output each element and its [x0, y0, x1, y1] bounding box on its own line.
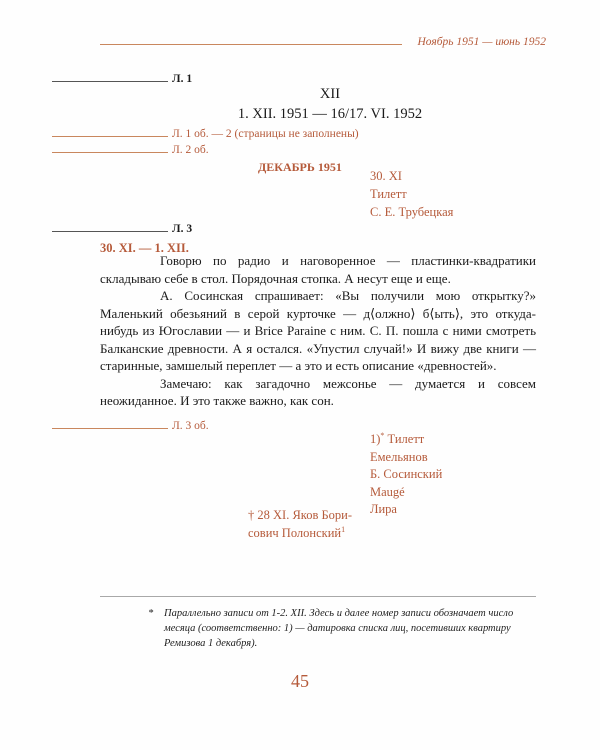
- month-heading: ДЕКАБРЬ 1951: [258, 160, 342, 174]
- page-number: 45: [291, 671, 309, 691]
- sheet-label-1: Л. 1: [172, 73, 193, 85]
- sheet-rule: [52, 136, 168, 137]
- footnote-ref: 1: [341, 524, 346, 534]
- sheet-rule: [52, 152, 168, 153]
- death-note-line: † 28 XI. Яков Бори-: [248, 508, 353, 522]
- visitor-list-2: [370, 431, 442, 519]
- visitor-name: С. Е. Трубецкая: [370, 205, 454, 219]
- visitor-list: [370, 167, 453, 221]
- entry-body: [100, 252, 536, 410]
- visitor-list-number: 1): [370, 432, 381, 446]
- sheet-rule: [52, 81, 168, 82]
- death-note-line: сович Полонский: [248, 525, 342, 540]
- entry-date: 30. XI. — 1. XII.: [100, 241, 189, 255]
- visitor-name: Б. Сосинский: [370, 467, 443, 481]
- footnote-text: Параллельно записи от 1-2. XII. Здесь и далее номер записи обозначает число месяца (соответственно: 1) — датировка списка лиц, посетивших квартиру Ремизова 1 декабря).: [164, 608, 514, 649]
- sheet-label-3ob: Л. 3 об.: [172, 420, 209, 432]
- header-rule: [100, 44, 402, 45]
- sheet-rule: [52, 231, 168, 232]
- footnote-rule: [100, 596, 536, 597]
- sheet-label-2ob: Л. 2 об.: [172, 144, 209, 156]
- sheet-label-1ob: Л. 1 об. — 2 (страницы не заполнены): [172, 128, 359, 140]
- entry-paragraph: Замечаю: как загадочно межсонье — думается и совсем неожиданное. И это также важно, как сон.: [100, 375, 536, 408]
- entry-paragraph: Говорю по радио и наговоренное — пластинки-квадратики складываю себе в стол. Порядочная стопка. А несут еще и еще.: [100, 253, 536, 286]
- footnote-mark: *: [148, 608, 154, 619]
- running-title: Ноябрь 1951 — июнь 1952: [417, 36, 546, 48]
- sheet-rule: [52, 428, 168, 429]
- visitor-name: Maugé: [370, 484, 405, 499]
- visitor-name: Тилетт: [370, 187, 407, 201]
- entry-paragraph: А. Сосинская спрашивает: «Вы получили мою открытку?» Маленький обезьяний в серой курточке — д⟨олжно⟩ б⟨ыть⟩, это откуда-нибудь из Югославии — и Brice Paraine с ним. С. П. пошла с ними смотреть Балканские древности. А я остался. «Упустил случай!» И вижу две книги — старинные, замшелый переплет — а это и есть описание «древностей».: [100, 288, 536, 373]
- visitor-name: Тилетт: [387, 432, 425, 446]
- footnote-star: *: [380, 430, 385, 440]
- visitor-name: Емельянов: [370, 449, 428, 464]
- visitor-list-date: 30. XI: [370, 169, 402, 183]
- chapter-dates: 1. XII. 1951 — 16/17. VI. 1952: [237, 106, 423, 122]
- sheet-label-3: Л. 3: [172, 223, 193, 235]
- death-note: [248, 507, 352, 542]
- chapter-number: XII: [319, 86, 341, 102]
- visitor-name: Лира: [370, 502, 397, 516]
